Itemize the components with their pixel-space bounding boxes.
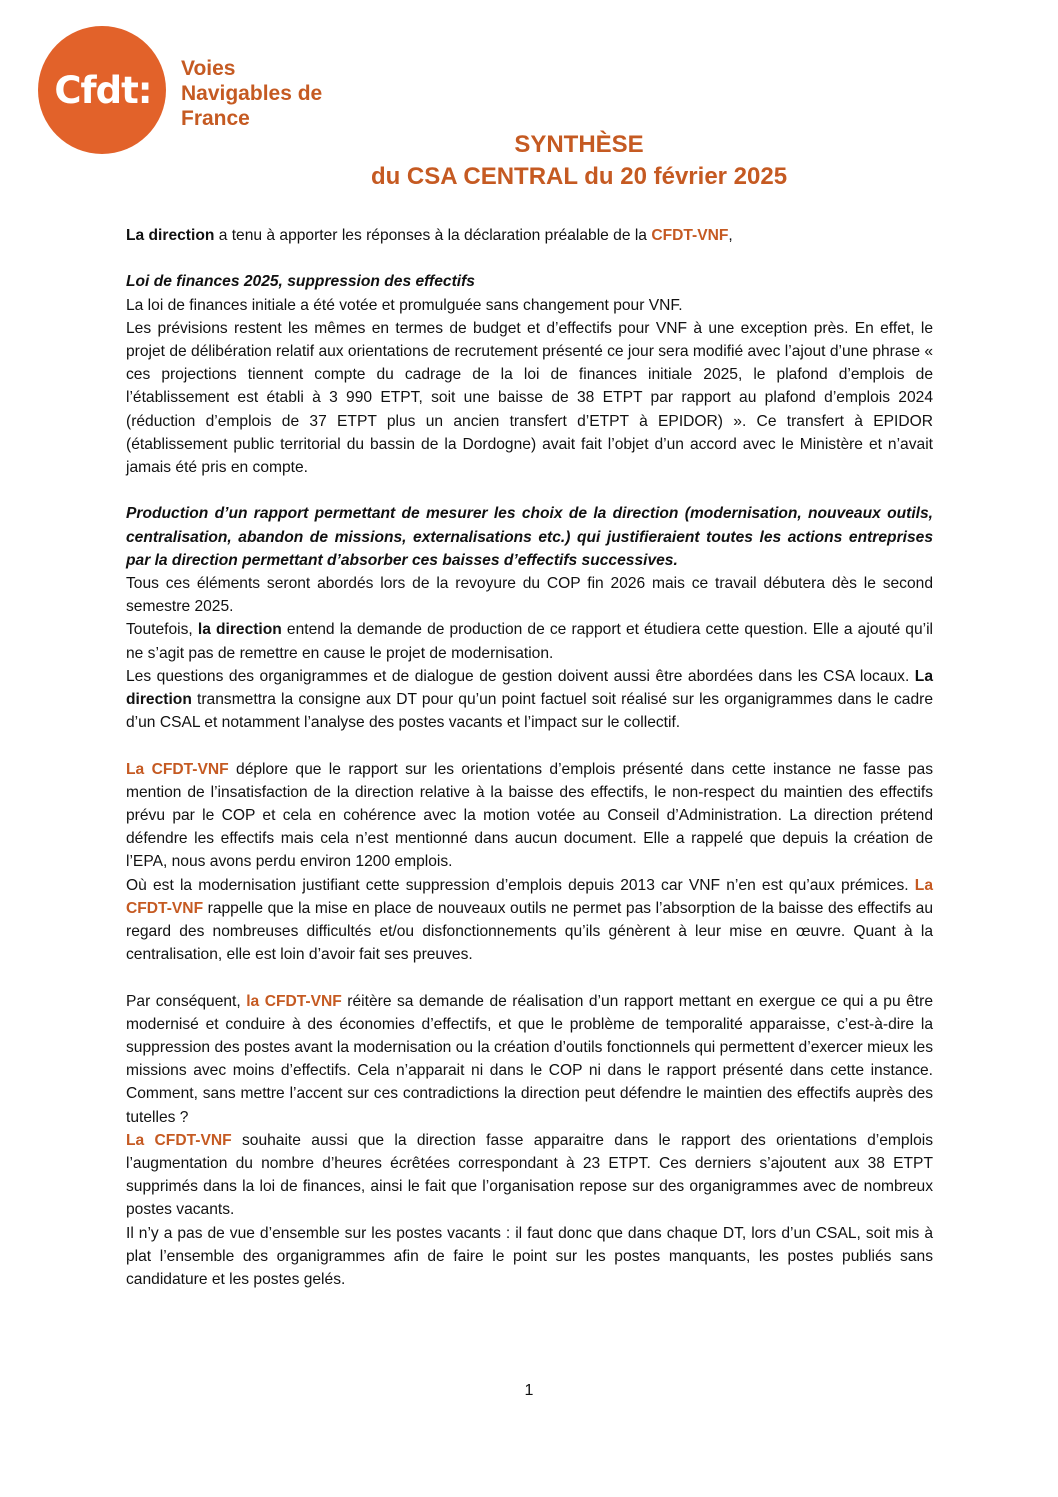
document-title: SYNTHÈSE (514, 131, 644, 158)
section-heading-rapport: Production d’un rapport permettant de mesurer les choix de la direction (modernisation, nouveaux outils, centralisation, abandon de missions, externalisations etc.) qui justifieraient toutes les actions entreprises par la direction permettant d’absorber ces baisses d’effectifs successives. (126, 505, 933, 569)
paragraph: Il n’y a pas de vue d’ensemble sur les postes vacants : il faut donc que dans chaque DT, lors d’un CSAL, soit mis à plat l’ensemble des organigrammes afin de faire le point sur les postes manquants, les postes publiés sans candidature et les postes gelés. (126, 1224, 933, 1289)
paragraph: Toutefois, la direction entend la demande de production de ce rapport et étudiera cette question. Elle a ajouté qu’il ne s’agit pas de remettre en cause le projet de modernisation. (126, 621, 934, 662)
document-body (126, 224, 933, 1291)
paragraph: Où est la modernisation justifiant cette suppression d’emplois depuis 2013 car VNF n’en est qu’aux prémices. La CFDT-VNF rappelle que la mise en place de nouveaux outils ne permet pas l’absorption de la baisse des effectifs au regard des nombreuses difficultés et/ou disfonctionnements qu’ils génèrent à leur mise en œuvre. Quant à la centralisation, elle est loin d’avoir fait ses preuves. (126, 876, 933, 964)
paragraph: Les questions des organigrammes et de dialogue de gestion doivent aussi être abordées dans les CSA locaux. La direction transmettra la consigne aux DT pour qu’un point factuel soit réalisé sur les organigrammes dans le cadre d’un CSAL et notamment l’analyse des postes vacants et l’impact sur le collectif. (126, 667, 933, 732)
page-number: 1 (524, 1382, 534, 1399)
organization-name (181, 56, 322, 131)
intro-paragraph: La direction a tenu à apporter les réponses à la déclaration préalable de la CFDT-VNF, (126, 227, 733, 244)
org-name-line: Voies (181, 57, 236, 80)
paragraph: La loi de finances initiale a été votée et promulguée sans changement pour VNF. (126, 296, 683, 314)
paragraph: Par conséquent, la CFDT-VNF réitère sa demande de réalisation d’un rapport mettant en exergue ce qui a pu être modernisé et conduire à des économies d’effectifs, et que le problème de temporalité apparaisse, c’est-à-dire la suppression des postes avant la modernisation ou la création d’outils fonctionnels qui permettent d’exercer mieux les missions avec moins d’effectifs. Cela n’apparait ni dans le COP ni dans le rapport présenté dans cette instance. Comment, sans mettre l’accent sur ces contradictions la direction peut défendre le maintien des effectifs auprès des tutelles ? (126, 992, 933, 1126)
paragraph: La CFDT-VNF souhaite aussi que la direction fasse apparaitre dans le rapport des orientations d’emplois l’augmentation du nombre d’heures écrêtées correspondant à 23 ETPT. Ces derniers s’ajoutent aux 38 ETPT supprimés dans la loi de finances, ainsi le fait que l’organisation repose sur des organigrammes avec de nombreux postes vacants. (126, 1131, 933, 1219)
org-cfdt-vnf: CFDT-VNF (651, 227, 729, 244)
logo-text: Cfdt: (54, 68, 152, 112)
paragraph: La CFDT-VNF déplore que le rapport sur les orientations d’emplois présenté dans cette instance ne fasse pas mention de l’insatisfaction de la direction relative à la baisse des effectifs, le non-respect du maintien des effectifs prévu par le COP et cela en cohérence avec la motion votée au Conseil d’Administration. La direction prétend défendre les effectifs mais cela n’est mentionné dans aucun document. Elle a rappelé que depuis la création de l’EPA, nous avons perdu environ 1200 emplois. (126, 760, 933, 871)
org-name-line: France (181, 107, 250, 130)
paragraph: Les prévisions restent les mêmes en termes de budget et d’effectifs pour VNF à une exception près. En effet, le projet de délibération relatif aux orientations de recrutement présenté ce jour sera modifié avec l’ajout d’une phrase « ces projections tiennent compte du cadrage de la loi de finances initiale 2025, le plafond d’emplois de l’établissement est établi à 3 990 ETPT, soit une baisse de 38 ETPT par rapport au plafond d’emplois 2024 (réduction d’emplois de 37 ETPT plus un ancien transfert d’ETPT à EPIDOR) ». Ce transfert à EPIDOR (établissement public territorial du bassin de la Dordogne) avait fait l’objet d’un accord avec le Ministère et n’avait jamais été pris en compte. (126, 319, 934, 477)
org-name-line: Navigables de (181, 82, 323, 105)
document-subtitle: du CSA CENTRAL du 20 février 2025 (370, 163, 788, 190)
subject-direction: La direction (126, 227, 215, 244)
paragraph: Tous ces éléments seront abordés lors de la revoyure du COP fin 2026 mais ce travail débutera dès le second semestre 2025. (126, 575, 933, 616)
section-heading-finances: Loi de finances 2025, suppression des effectifs (126, 273, 475, 291)
